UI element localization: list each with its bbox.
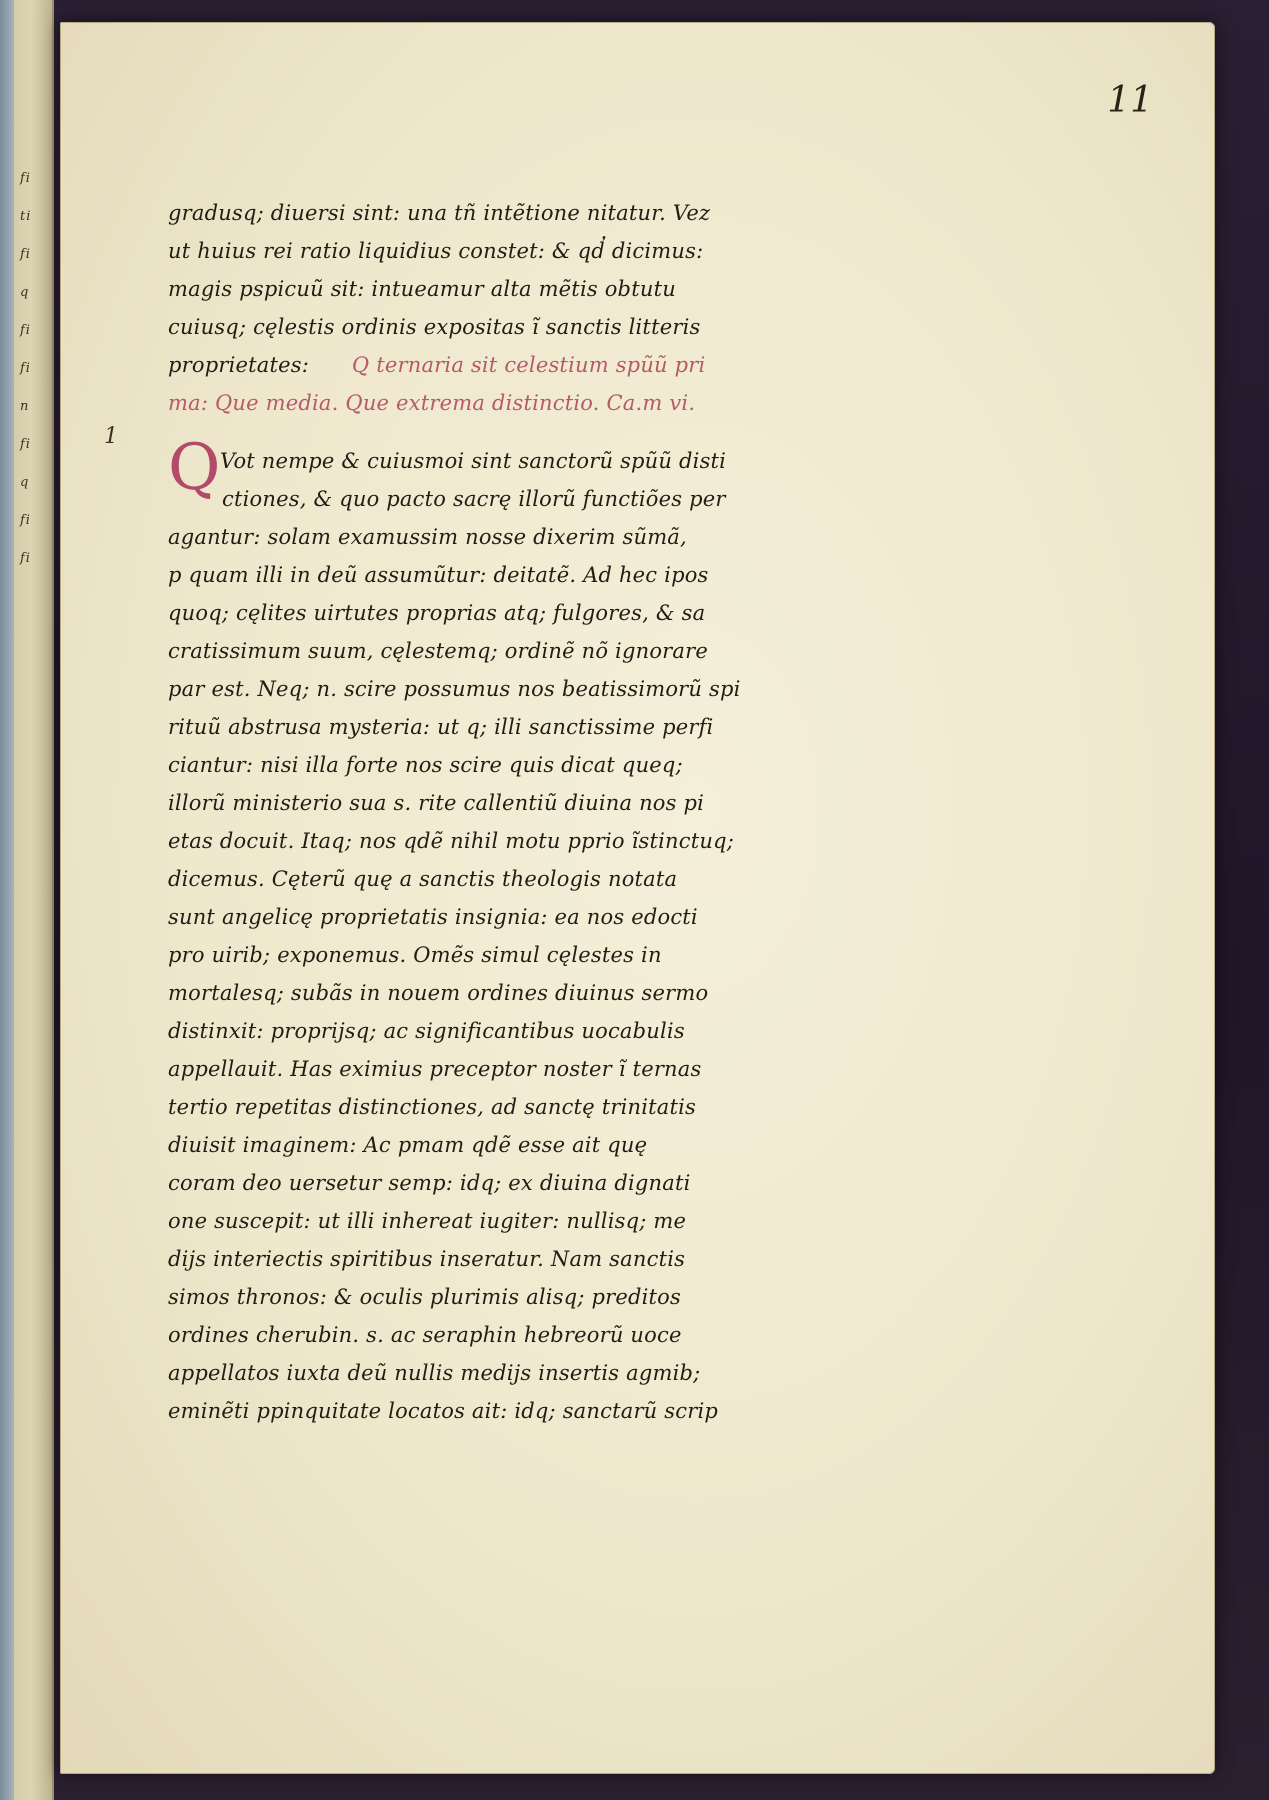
decorated-initial: Q — [168, 431, 221, 505]
text-line: appellauit. Has eximius preceptor noster ĩ ternas — [168, 1057, 702, 1081]
prev-leaf-mark: fi — [20, 247, 31, 262]
text-line: diuisit imaginem: Ac pmam qdẽ esse ait quę — [168, 1133, 648, 1157]
text-line — [168, 346, 968, 384]
paragraph-spacer — [168, 422, 968, 442]
text-line: etas docuit. Itaq; nos qdẽ nihil motu pprio ĩstinctuq; — [168, 829, 735, 853]
prev-leaf-mark: fi — [20, 513, 31, 528]
prev-leaf-mark: fi — [20, 437, 31, 452]
text-line: par est. Neq; n. scire possumus nos beatissimorũ spi — [168, 677, 741, 701]
text-line: ctiones, & quo pacto sacrę illorũ functiões per — [222, 487, 726, 511]
text-line: illorũ ministerio sua s. rite callentiũ diuina nos pi — [168, 791, 705, 815]
previous-leaf-edge — [0, 0, 54, 1800]
text-line: ciantur: nisi illa forte nos scire quis dicat queq; — [168, 753, 683, 777]
text-line: appellatos iuxta deũ nullis medijs insertis agmib; — [168, 1361, 701, 1385]
manuscript-page — [60, 22, 1215, 1774]
text-line: coram deo uersetur semp: idq; ex diuina dignati — [168, 1171, 691, 1195]
text-line-start: Vot nempe & cuiusmoi sint sanctorũ spũũ disti — [220, 449, 727, 473]
text-line: sunt angelicę proprietatis insignia: ea nos edocti — [168, 905, 698, 929]
paragraph-1 — [168, 194, 968, 422]
text-line: ut huius rei ratio liquidius constet: & qd̓ dicimus: — [168, 239, 704, 263]
prev-leaf-mark: fi — [20, 171, 31, 186]
paragraph-2 — [168, 431, 968, 1430]
prev-leaf-mark: fi — [20, 361, 31, 376]
previous-leaf-text — [20, 160, 52, 578]
text-line: cuiusq; cęlestis ordinis expositas ĩ sanctis litteris — [168, 315, 701, 339]
text-line: eminẽti ppinquitate locatos ait: idq; sanctarũ scrip — [168, 1399, 719, 1423]
margin-mark: 1 — [104, 424, 118, 449]
prev-leaf-mark: q — [20, 475, 30, 490]
prev-leaf-mark: fi — [20, 551, 31, 566]
text-line: pro uirib; exponemus. Omẽs simul cęlestes in — [168, 943, 662, 967]
text-line: mortalesq; subãs in nouem ordines diuinus sermo — [168, 981, 709, 1005]
prev-leaf-mark: ti — [20, 209, 32, 224]
text-line-end: proprietates: — [168, 353, 310, 377]
text-block — [168, 194, 968, 1430]
rubric-heading: Q ternaria sit celestium spũũ pri — [351, 353, 706, 377]
text-line: one suscepit: ut illi inhereat iugiter: nullisq; me — [168, 1209, 687, 1233]
text-line: cratissimum suum, cęlestemq; ordinẽ nõ ignorare — [168, 639, 709, 663]
text-line: distinxit: proprijsq; ac significantibus uocabulis — [168, 1019, 685, 1043]
text-line: magis pspicuũ sit: intueamur alta mẽtis obtutu — [168, 277, 676, 301]
text-line: p quam illi in deũ assumũtur: deitatẽ. Ad hec ipos — [168, 563, 709, 587]
binding-gutter — [0, 0, 14, 1800]
text-line: rituũ abstrusa mysteria: ut q; illi sanctissime perfi — [168, 715, 714, 739]
rubric-heading-continued: ma: Que media. Que extrema distinctio. Ca.m vi. — [168, 391, 696, 415]
text-line: ordines cherubin. s. ac seraphin hebreorũ uoce — [168, 1323, 682, 1347]
text-line: dicemus. Cęterũ quę a sanctis theologis notata — [168, 867, 678, 891]
prev-leaf-mark: n — [20, 399, 30, 414]
text-line: tertio repetitas distinctiones, ad sanctę trinitatis — [168, 1095, 697, 1119]
text-line: quoq; cęlites uirtutes proprias atq; fulgores, & sa — [168, 601, 706, 625]
prev-leaf-mark: fi — [20, 323, 31, 338]
text-line: gradusq; diuersi sint: una tñ intẽtione nitatur. Vez — [168, 201, 711, 225]
text-line: dijs interiectis spiritibus inseratur. Nam sanctis — [168, 1247, 686, 1271]
prev-leaf-mark: q — [20, 285, 30, 300]
folio-number: 11 — [1107, 80, 1153, 121]
text-line: agantur: solam examussim nosse dixerim sũmã, — [168, 525, 687, 549]
text-line: simos thronos: & oculis plurimis alisq; preditos — [168, 1285, 681, 1309]
